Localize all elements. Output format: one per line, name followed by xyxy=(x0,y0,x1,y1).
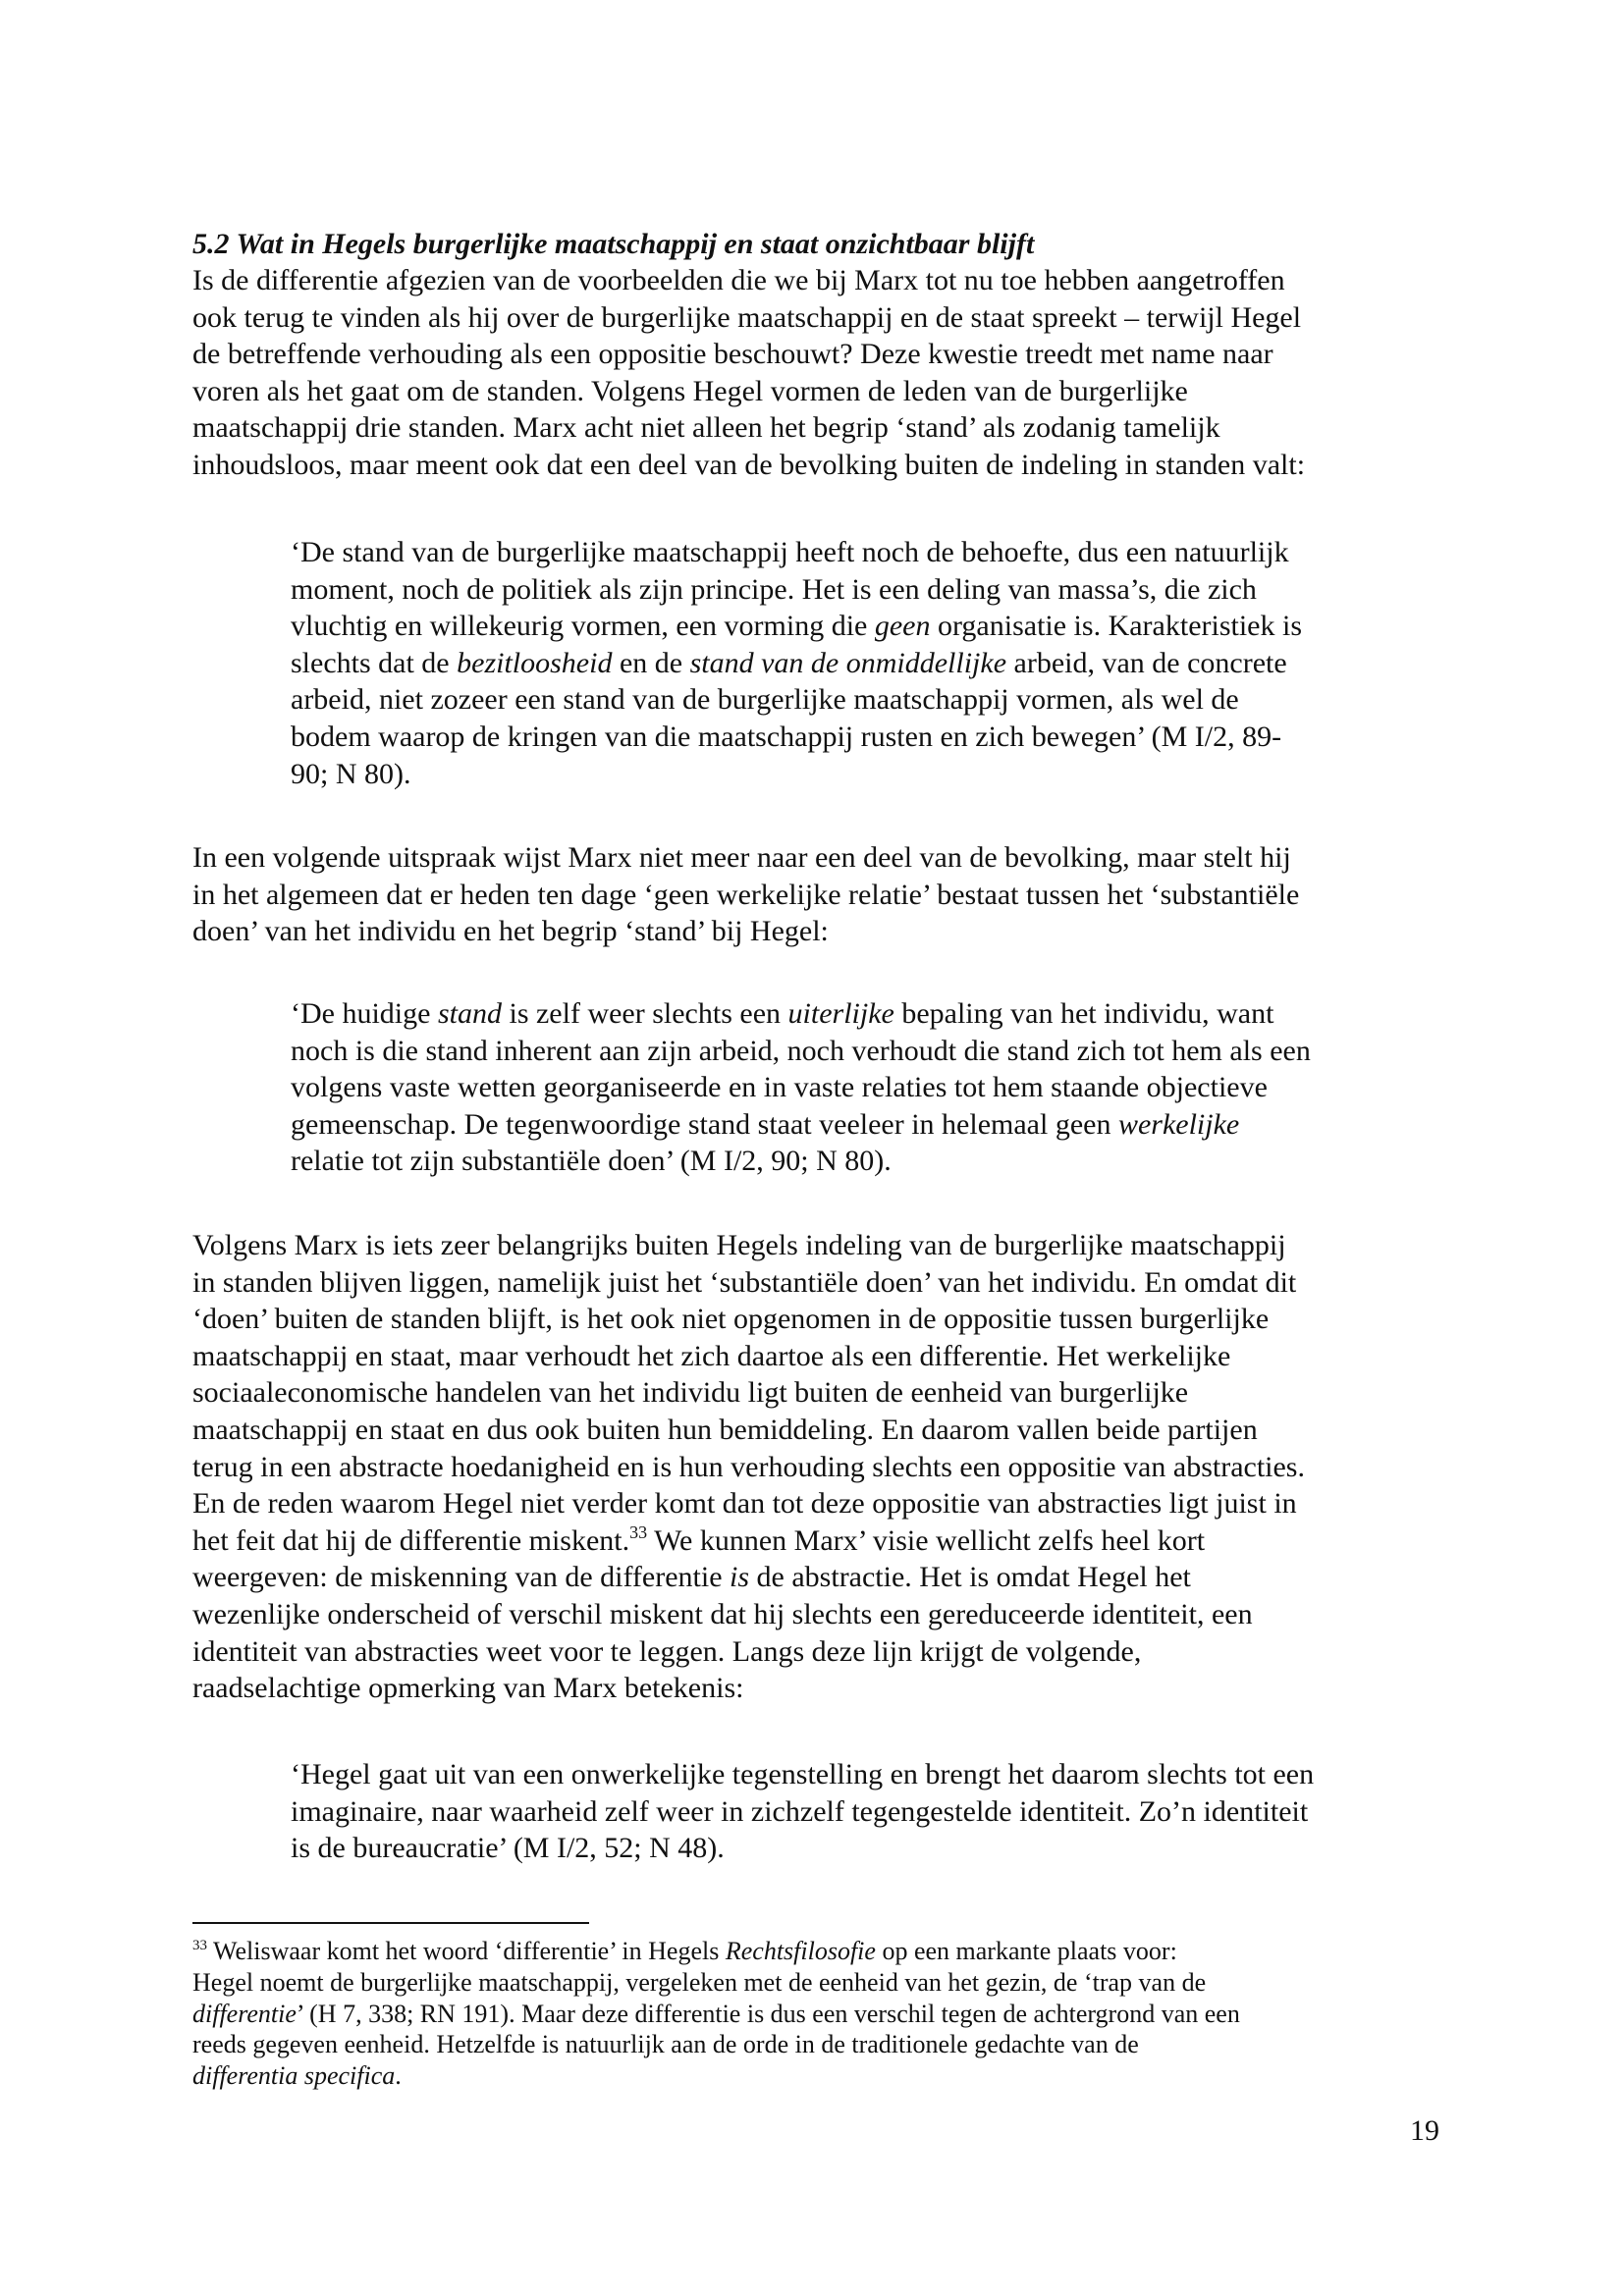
quote-line: ‘Hegel gaat uit van een onwerkelijke tegenstelling en brengt het daarom slechts tot een xyxy=(291,1758,1315,1790)
text-line: Volgens Marx is iets zeer belangrijks buiten Hegels indeling van de burgerlijke maatschappij xyxy=(192,1229,1286,1261)
emphasis: differentia specifica xyxy=(192,2061,396,2091)
footnote-line: reeds gegeven eenheid. Hetzelfde is natuurlijk aan de orde in de traditionele gedachte van de xyxy=(192,2030,1139,2059)
quote-line: slechts dat de bezitloosheid en de stand van de onmiddellijke arbeid, van de concrete xyxy=(291,646,1287,679)
text-line: ook terug te vinden als hij over de burgerlijke maatschappij en de staat spreekt – terwijl Hegel xyxy=(192,300,1302,334)
emphasis: bezitloosheid xyxy=(457,646,613,679)
text-line: de betreffende verhouding als een oppositie beschouwt? Deze kwestie treedt met name naar xyxy=(192,338,1273,371)
quote-line: relatie tot zijn substantiële doen’ (M I/2, 90; N 80). xyxy=(291,1145,892,1178)
footnote-reference[interactable]: 33 xyxy=(629,1522,648,1542)
paragraph-differentie xyxy=(192,1227,1439,1707)
text-line: weergeven: de miskenning van de differentie is de abstractie. Het is omdat Hegel het xyxy=(192,1561,1191,1594)
text-line: maatschappij en staat en dus ook buiten hun bemiddeling. En daarom vallen beide partijen xyxy=(192,1413,1258,1446)
section-heading: 5.2 Wat in Hegels burgerlijke maatschappij en staat onzichtbaar blijft xyxy=(192,228,1035,260)
quote-line: vluchtig en willekeurig vormen, een vorming die geen organisatie is. Karakteristiek is xyxy=(291,610,1302,643)
footnote-line: differentie’ (H 7, 338; RN 191). Maar deze differentie is dus een verschil tegen de achtergrond van een xyxy=(192,1999,1240,2028)
quote-line: arbeid, niet zozeer een stand van de burgerlijke maatschappij vormen, als wel de xyxy=(291,683,1239,717)
quote-line: volgens vaste wetten georganiseerde en in vaste relaties tot hem staande objectieve xyxy=(291,1071,1268,1104)
text-line: terug in een abstracte hoedanigheid en is hun verhouding slechts een oppositie van abstracties. xyxy=(192,1450,1305,1483)
emphasis: differentie xyxy=(192,1999,297,2028)
quote-line: noch is die stand inherent aan zijn arbeid, noch verhoudt die stand zich tot hem als een xyxy=(291,1034,1311,1067)
emphasis: uiterlijke xyxy=(787,997,894,1030)
text-line: maatschappij drie standen. Marx acht niet alleen het begrip ‘stand’ als zodanig tamelijk xyxy=(192,411,1220,445)
quote-line: bodem waarop de kringen van die maatschappij rusten en zich bewegen’ (M I/2, 89- xyxy=(291,720,1282,753)
block-quote-huidige-stand xyxy=(291,995,1410,1180)
text-line: maatschappij en staat, maar verhoudt het zich daartoe als een differentie. Het werkelijke xyxy=(192,1339,1231,1372)
page-number: 19 xyxy=(1410,2114,1439,2147)
quote-line: ‘De huidige stand is zelf weer slechts een uiterlijke bepaling van het individu, want xyxy=(291,997,1274,1030)
paragraph-intro xyxy=(192,262,1439,484)
footnote-separator xyxy=(192,1922,589,1924)
text-line: het feit dat hij de differentie miskent.$^{33}$ We kunnen Marx’ visie wellicht zelfs heel kort xyxy=(192,1522,1206,1557)
text-line: identiteit van abstracties weet voor te leggen. Langs deze lijn krijgt de volgende, xyxy=(192,1634,1142,1668)
emphasis: stand van de onmiddellijke xyxy=(689,646,1007,679)
footnote-marker: 33 xyxy=(192,1938,207,1953)
text-line: inhoudsloos, maar meent ook dat een deel van de bevolking buiten de indeling in standen valt: xyxy=(192,448,1306,481)
text-line: ‘doen’ buiten de standen blijft, is het ook niet opgenomen in de oppositie tussen burgerlijke xyxy=(192,1303,1270,1336)
text-line: raadselachtige opmerking van Marx betekenis: xyxy=(192,1672,744,1705)
quote-line: 90; N 80). xyxy=(291,757,411,790)
text-line: in het algemeen dat er heden ten dage ‘geen werkelijke relatie’ bestaat tussen het ‘substantiële xyxy=(192,878,1300,911)
text-line: wezenlijke onderscheid of verschil miskent dat hij slechts een gereduceerde identiteit, een xyxy=(192,1597,1253,1630)
emphasis: is xyxy=(730,1561,750,1594)
text-line: voren als het gaat om de standen. Volgens Hegel vormen de leden van de burgerlijke xyxy=(192,374,1188,407)
text-line: sociaaleconomische handelen van het individu ligt buiten de eenheid van burgerlijke xyxy=(192,1376,1189,1410)
footnote-line: $^{33}$ Weliswaar komt het woord ‘differentie’ in Hegels Rechtsfilosofie op een markante plaats voor: xyxy=(192,1937,1177,1965)
block-quote-bureaucratie xyxy=(291,1756,1410,1867)
paragraph-relatie xyxy=(192,839,1439,950)
footnote-33 xyxy=(192,1936,1449,2092)
text-line: En de reden waarom Hegel niet verder komt dan tot deze oppositie van abstracties ligt juist in xyxy=(192,1487,1297,1521)
text-line: Is de differentie afgezien van de voorbeelden die we bij Marx tot nu toe hebben aangetroffen xyxy=(192,264,1285,296)
quote-line: imaginaire, naar waarheid zelf weer in zichzelf tegengestelde identiteit. Zo’n identiteit xyxy=(291,1794,1309,1828)
text-line: In een volgende uitspraak wijst Marx niet meer naar een deel van de bevolking, maar stelt hij xyxy=(192,841,1291,874)
emphasis: geen xyxy=(874,610,931,643)
text-line: in standen blijven liggen, namelijk juist het ‘substantiële doen’ van het individu. En omdat dit xyxy=(192,1265,1297,1299)
text-line: doen’ van het individu en het begrip ‘stand’ bij Hegel: xyxy=(192,915,829,948)
footnote-line: Hegel noemt de burgerlijke maatschappij, vergeleken met de eenheid van het gezin, de ‘trap van de xyxy=(192,1967,1207,1997)
emphasis: Rechtsfilosofie xyxy=(725,1937,876,1965)
quote-line: gemeenschap. De tegenwoordige stand staat veeleer in helemaal geen werkelijke xyxy=(291,1107,1240,1141)
quote-line: moment, noch de politiek als zijn principe. Het is een deling van massa’s, die zich xyxy=(291,572,1257,606)
quote-line: ‘De stand van de burgerlijke maatschappij heeft noch de behoefte, dus een natuurlijk xyxy=(291,536,1289,568)
block-quote-standen xyxy=(291,534,1410,792)
emphasis: stand xyxy=(437,997,502,1030)
emphasis: werkelijke xyxy=(1117,1107,1240,1141)
quote-line: is de bureaucratie’ (M I/2, 52; N 48). xyxy=(291,1832,725,1865)
footnote-line: differentia specifica. xyxy=(192,2061,402,2091)
